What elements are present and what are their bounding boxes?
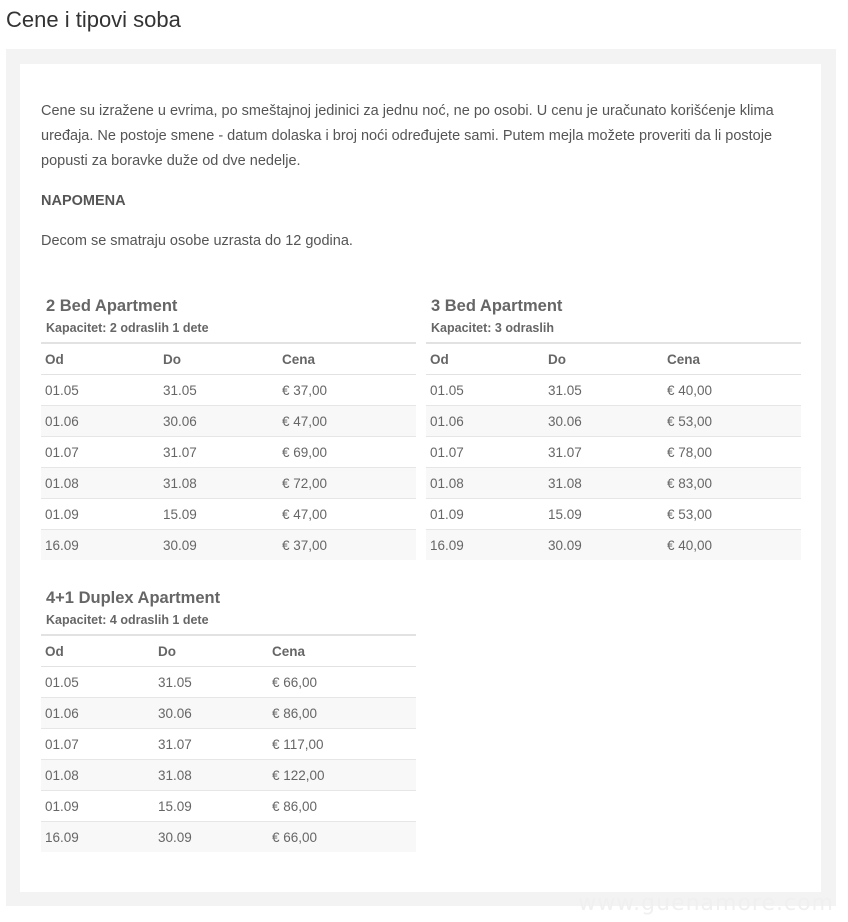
table-row (41, 406, 416, 437)
cell-cena: € 40,00 (663, 375, 801, 406)
table-row (426, 375, 801, 406)
cell-cena: € 53,00 (663, 499, 801, 530)
cell-cena: € 69,00 (278, 437, 416, 468)
cell-do: 31.08 (544, 468, 663, 499)
note-heading: NAPOMENA (41, 193, 126, 209)
cell-cena: € 72,00 (278, 468, 416, 499)
cell-do: 31.07 (544, 437, 663, 468)
cell-od: 01.05 (426, 375, 544, 406)
apartment-title: 2 Bed Apartment (46, 297, 178, 315)
cell-do: 15.09 (154, 791, 268, 822)
cell-do: 30.06 (154, 698, 268, 729)
header-cena: Cena (268, 635, 416, 667)
cell-do: 31.08 (159, 468, 278, 499)
apartment-capacity: Kapacitet: 4 odraslih 1 dete (46, 613, 209, 627)
table-row (41, 375, 416, 406)
cell-od: 01.06 (41, 406, 159, 437)
apartment-card-2-bed (41, 294, 416, 560)
cell-do: 31.05 (154, 667, 268, 698)
cell-od: 01.08 (41, 760, 154, 791)
header-od: Od (426, 343, 544, 375)
cell-od: 16.09 (41, 822, 154, 853)
cell-cena: € 78,00 (663, 437, 801, 468)
cell-od: 01.05 (41, 375, 159, 406)
cell-od: 01.09 (426, 499, 544, 530)
price-table (41, 342, 416, 560)
cell-do: 31.08 (154, 760, 268, 791)
cell-do: 31.07 (159, 437, 278, 468)
cell-do: 31.05 (544, 375, 663, 406)
table-row (41, 468, 416, 499)
table-row (41, 499, 416, 530)
cell-od: 01.08 (426, 468, 544, 499)
cell-do: 30.06 (544, 406, 663, 437)
table-row (426, 468, 801, 499)
apartment-card-3-bed (426, 294, 801, 560)
apartment-title: 4+1 Duplex Apartment (46, 589, 221, 607)
header-do: Do (544, 343, 663, 375)
table-row (426, 530, 801, 561)
cell-cena: € 66,00 (268, 667, 416, 698)
cell-od: 16.09 (426, 530, 544, 561)
cell-do: 30.06 (159, 406, 278, 437)
table-header-row (41, 635, 416, 667)
table-header-row (41, 343, 416, 375)
price-table (426, 342, 801, 560)
table-row (426, 499, 801, 530)
watermark: www.guenamore.com (578, 891, 834, 916)
cell-cena: € 47,00 (278, 499, 416, 530)
table-header-row (426, 343, 801, 375)
cell-cena: € 83,00 (663, 468, 801, 499)
page-title: Cene i tipovi soba (6, 7, 181, 32)
cell-cena: € 86,00 (268, 698, 416, 729)
apartment-card-duplex (41, 586, 416, 852)
cell-od: 01.09 (41, 499, 159, 530)
cell-od: 01.07 (41, 729, 154, 760)
table-row (41, 698, 416, 729)
apartment-capacity: Kapacitet: 2 odraslih 1 dete (46, 321, 209, 335)
apartment-capacity: Kapacitet: 3 odraslih (431, 321, 554, 335)
note-text: Decom se smatraju osobe uzrasta do 12 godina. (41, 233, 353, 249)
cell-do: 30.09 (154, 822, 268, 853)
table-row (426, 437, 801, 468)
cell-cena: € 37,00 (278, 530, 416, 561)
header-do: Do (154, 635, 268, 667)
table-row (41, 530, 416, 561)
price-table (41, 634, 416, 852)
intro-text: Cene su izražene u evrima, po smeštajnoj jedinici za jednu noć, ne po osobi. U cenu je uračunato korišćenje klima uređaja. Ne postoje smene - datum dolaska i broj noći određujete sami. Putem mejla možete proveriti da li postoje popusti za boravke duže od dve nedelje. (41, 103, 774, 169)
cell-do: 30.09 (159, 530, 278, 561)
cell-od: 16.09 (41, 530, 159, 561)
header-od: Od (41, 343, 159, 375)
cell-od: 01.05 (41, 667, 154, 698)
cell-cena: € 47,00 (278, 406, 416, 437)
cell-cena: € 53,00 (663, 406, 801, 437)
table-row (41, 437, 416, 468)
cell-od: 01.06 (426, 406, 544, 437)
cell-od: 01.07 (426, 437, 544, 468)
table-row (41, 729, 416, 760)
header-cena: Cena (278, 343, 416, 375)
cell-cena: € 66,00 (268, 822, 416, 853)
table-row (41, 667, 416, 698)
cell-do: 15.09 (544, 499, 663, 530)
header-do: Do (159, 343, 278, 375)
table-row (426, 406, 801, 437)
apartment-title: 3 Bed Apartment (431, 297, 563, 315)
cell-od: 01.06 (41, 698, 154, 729)
table-row (41, 822, 416, 853)
table-row (41, 791, 416, 822)
cell-do: 31.07 (154, 729, 268, 760)
cell-od: 01.07 (41, 437, 159, 468)
cell-cena: € 117,00 (268, 729, 416, 760)
cell-cena: € 122,00 (268, 760, 416, 791)
cell-cena: € 86,00 (268, 791, 416, 822)
cell-do: 31.05 (159, 375, 278, 406)
cell-cena: € 37,00 (278, 375, 416, 406)
header-od: Od (41, 635, 154, 667)
cell-do: 15.09 (159, 499, 278, 530)
cell-od: 01.09 (41, 791, 154, 822)
table-row (41, 760, 416, 791)
header-cena: Cena (663, 343, 801, 375)
cell-do: 30.09 (544, 530, 663, 561)
cell-od: 01.08 (41, 468, 159, 499)
cell-cena: € 40,00 (663, 530, 801, 561)
